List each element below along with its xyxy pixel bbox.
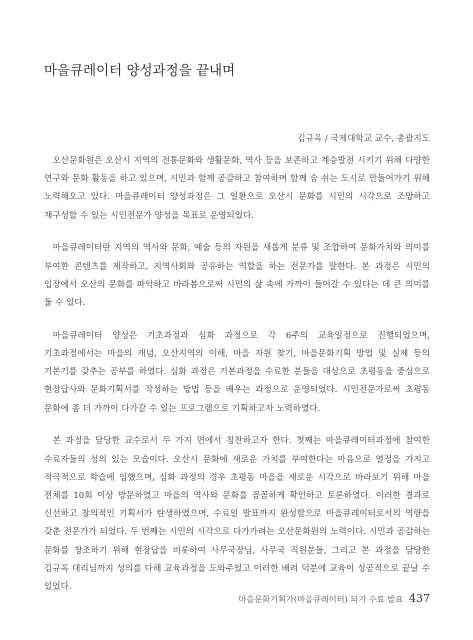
document-body [44, 152, 430, 611]
body-paragraph: 본 과정을 담당한 교수로서 두 가지 면에서 칭찬하고자 한다. 첫째는 마을큐레이터과정에 참여한 수료자들의 성의 있는 모습이다. 오산시 문화에 새로운 가치를 부여한다는 마음으로 열정을 가지고 적극적으로 학습에 임했으며, 심화 과정의 경우 초평동 마을을 새로운 시각으로 바라보기 위해 마을 전체를 10회 이상 방문하였고 마을의 역사와 문화를 꼼꼼하게 확인하고 토론하였다. 이러한 결과로 신선하고 창의적인 기획서가 탄생하였으며, 수료일 발표까지 완성함으로 마을큐레이터로서의 역량을 갖춘 전문가가 되었다. 두 번째는 시민의 시각으로 다가가려는 오산문화원의 노력이다. 시민과 공감하는 문화를 창조하기 위해 현장답을 비롯하여 사무국장님, 사무국 직원분들, 그리고 본 과정을 담당한 김규옥 대리님까지 성의를 다해 교육과정을 도와주었고 이러한 배려 덕분에 교육이 성공적으로 끝날 수 있었다. [44, 436, 430, 593]
body-paragraph: 오산문화원은 오산시 지역의 전통문화와 생활문화, 역사 등을 보존하고 계승발전 시키기 위해 다양한 연구와 문화 활동을 하고 있으며, 시민과 함께 공감하고 참여하며 함께 숨 쉬는 도시로 만들어가기 위해 노력해오고 있다. 마을큐레이터 양성과정은 그 일환으로 오산시 문화를 시민의 시각으로 조망하고 재구성할 수 있는 시민전문가 양성을 목표로 운영되었다. [44, 156, 430, 221]
page-footer [239, 592, 430, 605]
page-title: 마을큐레이터 양성과정을 끝내며 [44, 64, 236, 79]
body-paragraph: 마을큐레이터란 지역의 역사와 문화, 예술 등의 자원을 새롭게 분류 및 조합하여 문화가치와 의미를 부여한 콘텐츠를 제작하고, 지역사회와 공유하는 역할을 하는 전문가를 말한다. 본 과정은 시민의 입장에서 오산의 문화를 파악하고 바라봄으로써 시민의 삶 속에 가까이 들어갈 수 있다는 데 큰 의미를 둘 수 있다. [44, 243, 430, 309]
page-number: 437 [409, 592, 430, 605]
running-footer: 마을문화기획가(마을큐레이터) 되기 수료 발표 [238, 594, 403, 604]
author-line: 김규옥 / 국제대학교 교수, 총괄지도 [297, 134, 430, 144]
body-paragraph: 마을큐레이터 양성은 기초과정과 심화 과정으로 각 6주의 교육일정으로 진행되었으며, 기초과정에서는 마을의 개념, 오산지역의 이해, 마을 자원 찾기, 마을문화기획 방법 및 실제 등의 기본기를 갖추는 공부를 하였다. 심화 과정은 기본과정을 수료한 분들을 대상으로 초평동을 중심으로 현장답사와 문화기획서를 작성하는 방법 등을 배우는 과정으로 운영되었다. 시민전문가로써 초평동 문화에 좀 더 가까이 다가갈 수 있는 프로그램으로 기획하고자 노력하였다. [44, 330, 430, 414]
